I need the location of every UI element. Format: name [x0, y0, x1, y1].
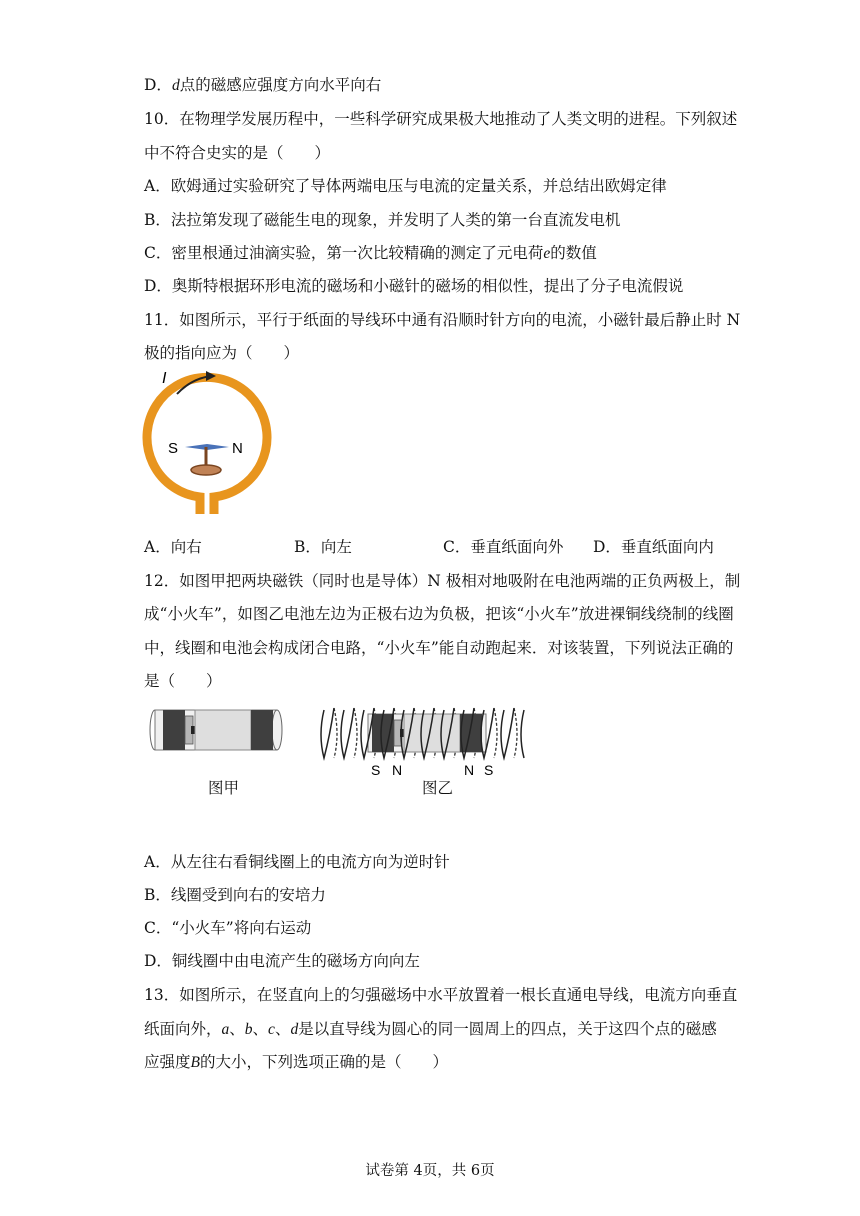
- q9-option-d: D．d点的磁感应强度方向水平向右: [144, 76, 382, 94]
- q12-stem-line3: 中，线圈和电池会构成闭合电路，“小火车”能自动跑起来．对该装置，下列说法正确的: [144, 639, 734, 657]
- q11-stem-line1: 11．如图所示，平行于纸面的导线环中通有沿顺时针方向的电流，小磁针最后静止时 N: [144, 311, 741, 329]
- q12-option-c: C．“小火车”将向右运动: [144, 919, 312, 937]
- label-s-left: S: [371, 762, 381, 778]
- q11-stem-line2: 极的指向应为（ ）: [144, 344, 300, 362]
- q12-figure-a-battery-magnets: [146, 706, 286, 758]
- q10-option-c: C．密里根通过油滴实验，第一次比较精确的测定了元电荷e的数值: [144, 244, 597, 262]
- magnet-right: [460, 714, 482, 752]
- magnet-right: [251, 710, 273, 750]
- compass-base: [191, 465, 221, 475]
- q12-figure-b-caption: 图乙: [422, 779, 454, 797]
- q13-stem-line1: 13．如图所示，在竖直向上的匀强磁场中水平放置着一根长直通电导线，电流方向垂直: [144, 986, 738, 1004]
- magnet-left: [163, 710, 185, 750]
- q12-option-a: A．从左往右看铜线圈上的电流方向为逆时针: [144, 853, 450, 871]
- q12-figure-b-coil-train: [320, 700, 530, 780]
- q12-stem-line4: 是（ ）: [144, 672, 222, 690]
- q11-option-d: D．垂直纸面向内: [593, 538, 714, 556]
- q11-option-a: A．向右: [144, 538, 202, 556]
- q11-option-b: B．向左: [294, 538, 352, 556]
- compass-needle-n: [207, 444, 229, 450]
- page-footer: 试卷第 4页，共 6页: [365, 1163, 495, 1179]
- q12-figure-a-caption: 图甲: [208, 779, 240, 797]
- q10-option-a: A．欧姆通过实验研究了导体两端电压与电流的定量关系，并总结出欧姆定律: [144, 177, 667, 195]
- label-s-right: S: [484, 762, 494, 778]
- q12-option-d: D．铜线圈中由电流产生的磁场方向向左: [144, 952, 420, 970]
- label-n-right: N: [464, 762, 475, 778]
- label-n-left: N: [392, 762, 403, 778]
- pole-n-label: N: [232, 440, 243, 457]
- q11-option-c: C．垂直纸面向外: [443, 538, 564, 556]
- compass-needle-s: [185, 444, 207, 450]
- q13-stem-line3: 应强度B的大小，下列选项正确的是（ ）: [144, 1053, 448, 1071]
- pole-s-label: S: [168, 440, 179, 457]
- battery-body: [195, 710, 251, 750]
- q11-figure-current-loop: [140, 366, 280, 528]
- q10-stem-line1: 10．在物理学发展历程中，一些科学研究成果极大地推动了人类文明的进程。下列叙述: [144, 110, 738, 128]
- magnet-left: [372, 714, 394, 752]
- current-label: I: [162, 370, 167, 387]
- q12-option-b: B．线圈受到向右的安培力: [144, 886, 326, 904]
- q10-option-b: B．法拉第发现了磁能生电的现象，并发明了人类的第一台直流发电机: [144, 211, 621, 229]
- q13-stem-line2: 纸面向外，a、b、c、d是以直导线为圆心的同一圆周上的四点，关于这四个点的磁感: [144, 1020, 717, 1038]
- q10-option-d: D．奥斯特根据环形电流的磁场和小磁针的磁场的相似性，提出了分子电流假说: [144, 277, 684, 295]
- q10-stem-line2: 中不符合史实的是（ ）: [144, 144, 331, 162]
- q12-stem-line2: 成“小火车”，如图乙电池左边为正极右边为负极，把该“小火车”放进裸铜线绕制的线圈: [144, 605, 734, 623]
- q12-stem-line1: 12．如图甲把两块磁铁（同时也是导体）N 极相对地吸附在电池两端的正负两极上，制: [144, 572, 741, 590]
